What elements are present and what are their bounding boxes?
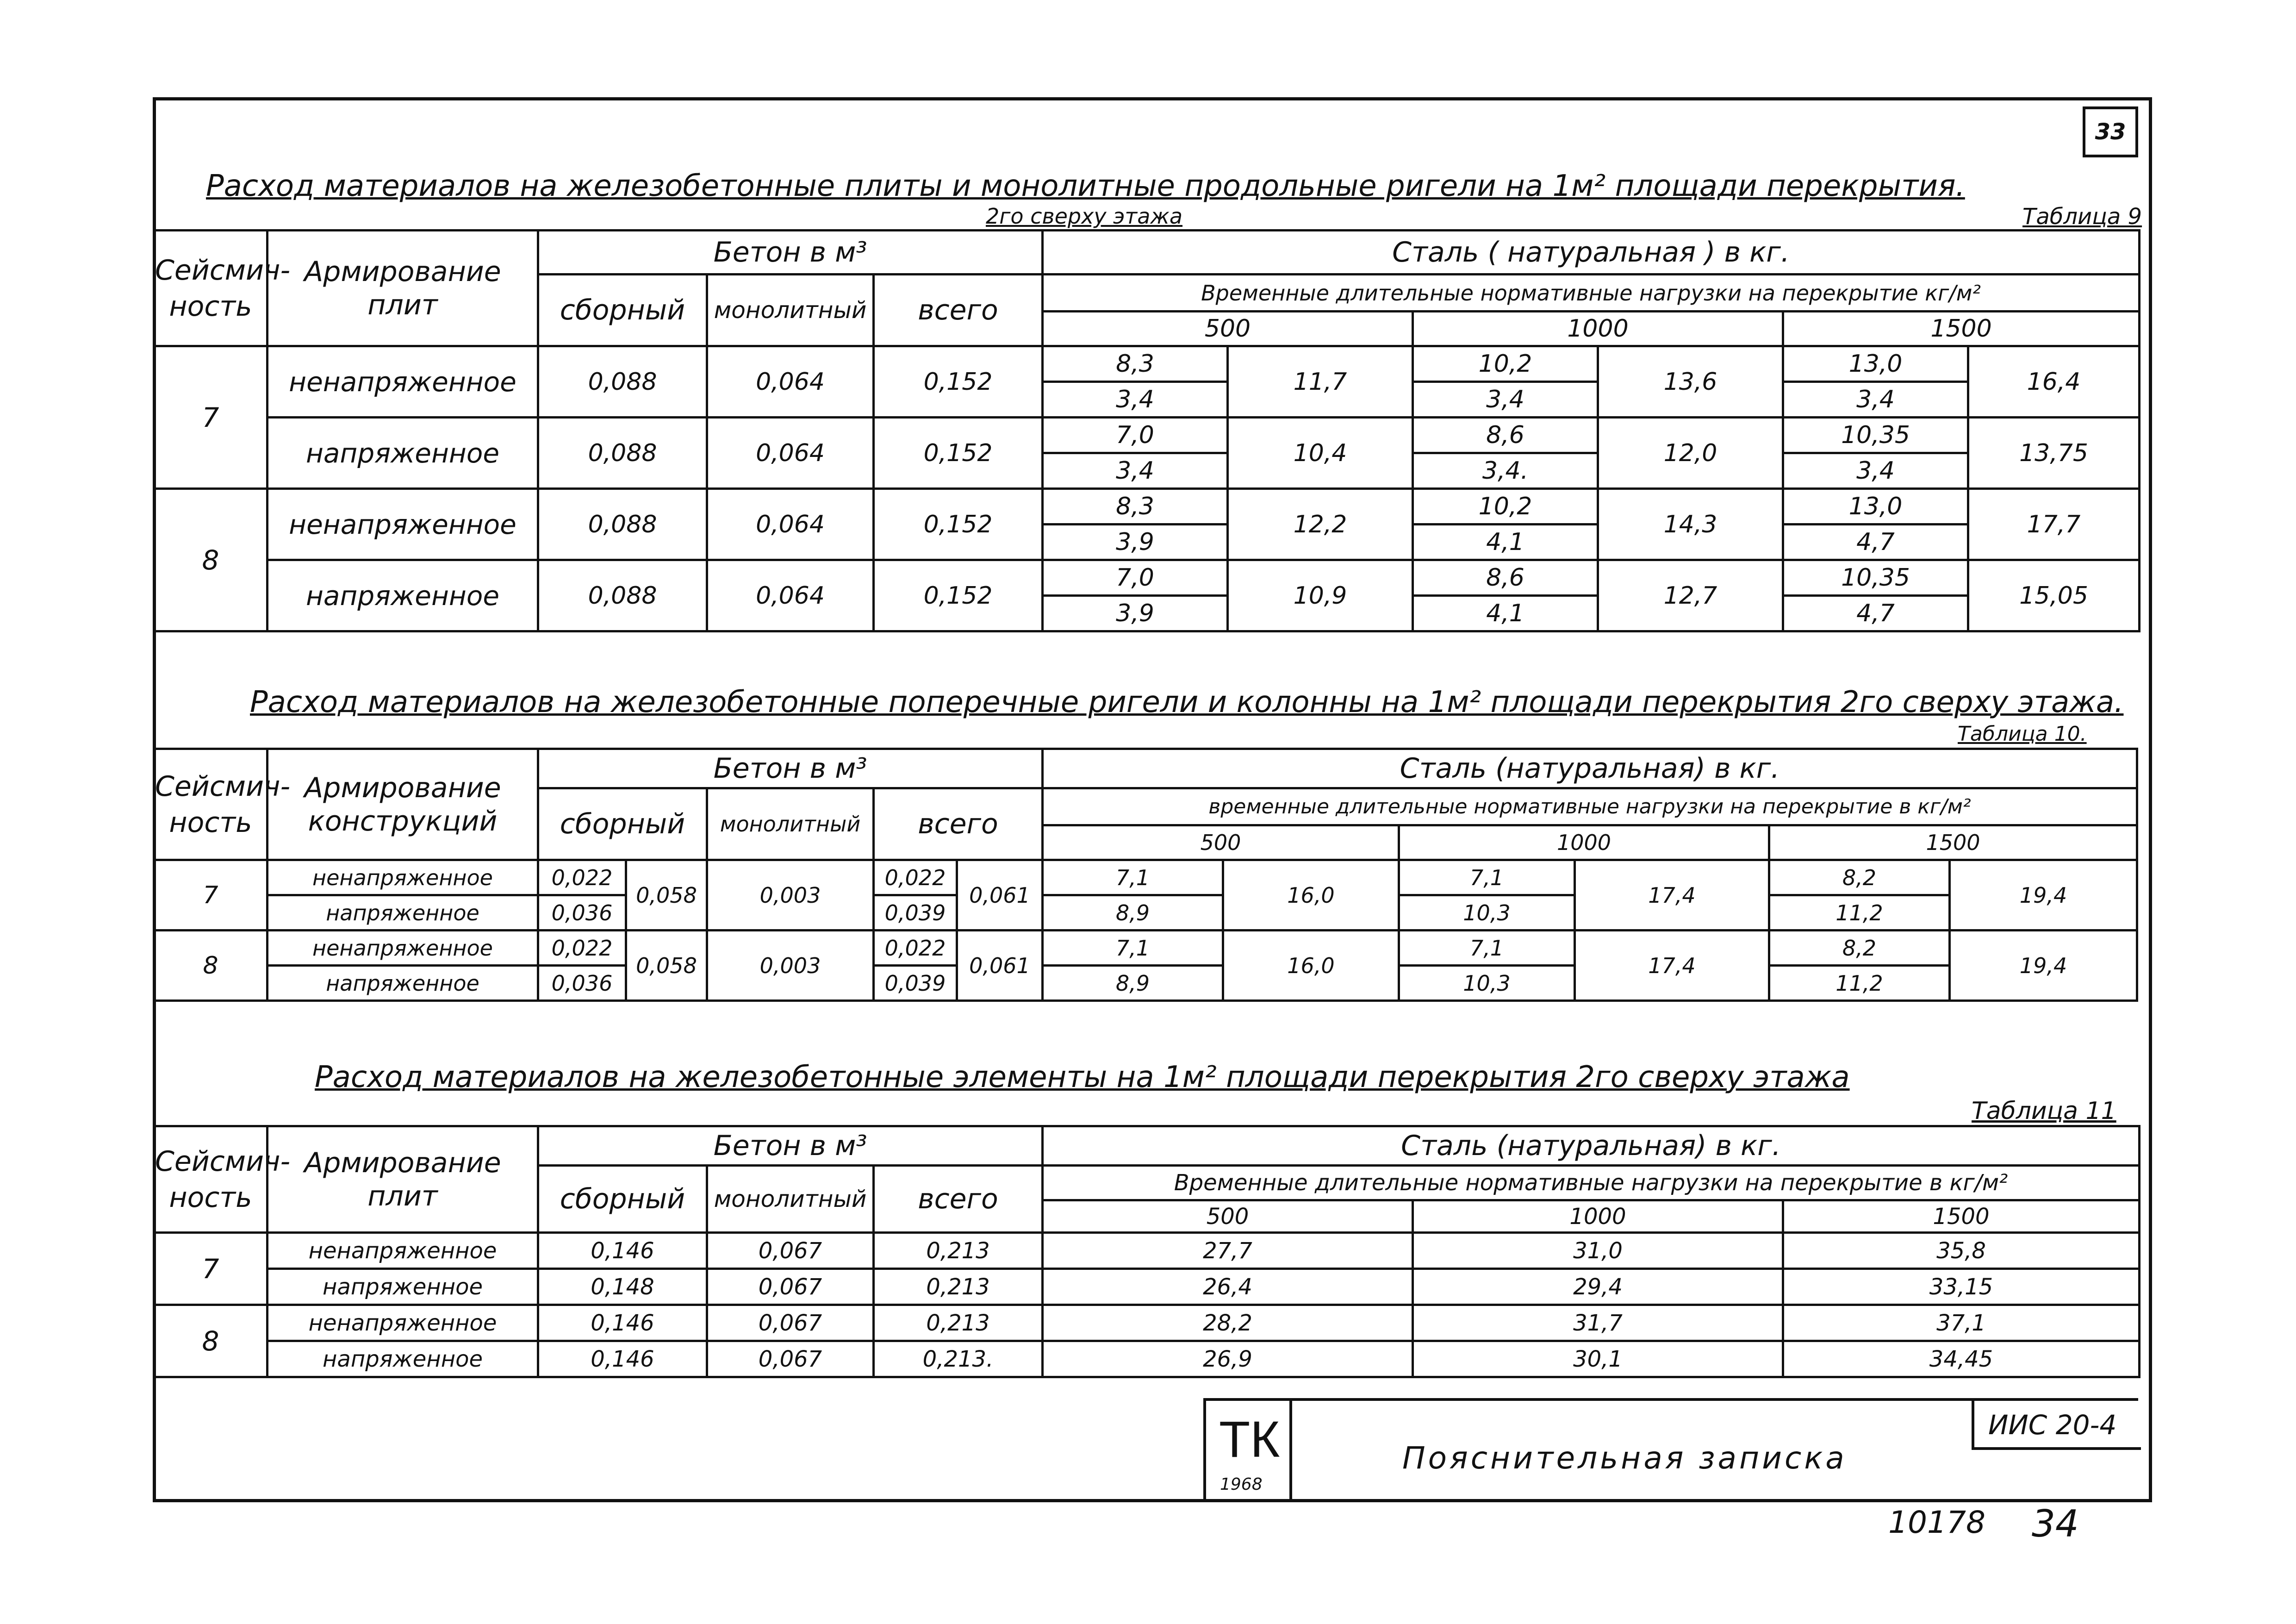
t10-s500: 16,0 — [1223, 860, 1399, 931]
t9-b1000: 4,1 — [1413, 525, 1598, 560]
t9-header-monolithic: монолитный — [707, 275, 874, 346]
t10-v1000: 10,3 — [1399, 966, 1575, 1001]
t11-s500: 26,4 — [1043, 1269, 1413, 1305]
t9-a1000: 8,6 — [1413, 418, 1598, 453]
t9-a1000: 8,6 — [1413, 560, 1598, 596]
t9-total: 0,152 — [874, 346, 1043, 418]
t9-b1000: 4,1 — [1413, 596, 1598, 631]
t9-s1000: 14,3 — [1598, 489, 1783, 560]
t9-s1500: 16,4 — [1968, 346, 2140, 418]
table10 — [153, 748, 2138, 1002]
table9-label: Таблица 9 — [2022, 204, 2142, 230]
t9-s1000: 12,7 — [1598, 560, 1783, 631]
t11-precast: 0,146 — [538, 1341, 707, 1377]
t10-total: 0,039 — [874, 895, 957, 931]
t10-precast: 0,036 — [538, 966, 626, 1001]
t11-header-steel: Сталь (натуральная) в кг. — [1043, 1126, 2140, 1166]
t10-v500: 8,9 — [1043, 895, 1223, 931]
t10-s1500: 19,4 — [1950, 860, 2137, 931]
t10-header-reinforcement: Армирование конструкций — [268, 749, 538, 860]
t10-seismic: 7 — [154, 860, 268, 931]
t9-s1000: 12,0 — [1598, 418, 1783, 489]
t11-s500: 27,7 — [1043, 1233, 1413, 1269]
t9-type: ненапряженное — [268, 489, 538, 560]
t9-a1000: 10,2 — [1413, 346, 1598, 382]
title-block-logo-cell — [1203, 1401, 1292, 1500]
t11-s500: 26,9 — [1043, 1341, 1413, 1377]
t11-header-1500: 1500 — [1783, 1200, 2140, 1233]
t11-header-500: 500 — [1043, 1200, 1413, 1233]
t9-header-precast: сборный — [538, 275, 707, 346]
t11-type: ненапряженное — [268, 1233, 538, 1269]
t11-header-1000: 1000 — [1413, 1200, 1783, 1233]
t9-mono: 0,064 — [707, 346, 874, 418]
t9-s500: 10,4 — [1228, 418, 1413, 489]
t9-header-500: 500 — [1043, 312, 1413, 346]
t11-header-total: всего — [874, 1166, 1043, 1233]
t10-type: напряженное — [268, 895, 538, 931]
t9-b1500: 3,4 — [1783, 382, 1968, 418]
t9-header-1500: 1500 — [1783, 312, 2140, 346]
t9-seismic: 7 — [154, 346, 268, 489]
t10-header-steel: Сталь (натуральная) в кг. — [1043, 749, 2137, 788]
t9-s500: 10,9 — [1228, 560, 1413, 631]
t11-type: напряженное — [268, 1269, 538, 1305]
t9-header-concrete: Бетон в м³ — [538, 231, 1043, 275]
t9-a1500: 13,0 — [1783, 489, 1968, 525]
t9-total: 0,152 — [874, 560, 1043, 631]
t10-mono: 0,003 — [707, 931, 874, 1001]
t10-v1500: 11,2 — [1769, 966, 1950, 1001]
t11-s1500: 37,1 — [1783, 1305, 2140, 1341]
t11-mono: 0,067 — [707, 1233, 874, 1269]
t11-s1000: 31,7 — [1413, 1305, 1783, 1341]
title-block — [1203, 1398, 2138, 1503]
t9-b1500: 4,7 — [1783, 596, 1968, 631]
t11-total: 0,213. — [874, 1341, 1043, 1377]
t9-type: напряженное — [268, 418, 538, 489]
t10-v1000: 10,3 — [1399, 895, 1575, 931]
t11-s500: 28,2 — [1043, 1305, 1413, 1341]
t9-total: 0,152 — [874, 489, 1043, 560]
t11-mono: 0,067 — [707, 1341, 874, 1377]
t10-header-loads: временные длительные нормативные нагрузки на перекрытие в кг/м² — [1043, 788, 2137, 825]
t9-s1500: 17,7 — [1968, 489, 2140, 560]
t9-b1500: 4,7 — [1783, 525, 1968, 560]
t11-type: напряженное — [268, 1341, 538, 1377]
table11 — [153, 1125, 2140, 1378]
t11-seismic: 8 — [154, 1305, 268, 1377]
t10-precast: 0,022 — [538, 931, 626, 966]
t10-type: ненапряженное — [268, 931, 538, 966]
t10-precast: 0,036 — [538, 895, 626, 931]
t10-v1500: 8,2 — [1769, 860, 1950, 895]
title-block-title: Пояснительная записка — [1402, 1440, 1847, 1476]
t9-precast: 0,088 — [538, 346, 707, 418]
t9-a500: 8,3 — [1043, 346, 1228, 382]
t10-header-seismic: Сейсмич- ность — [154, 749, 268, 860]
table9-caption: Расход материалов на железобетонные плиты и монолитные продольные ригели на 1м² площади перекрытия. — [206, 169, 1965, 203]
t10-v1500: 11,2 — [1769, 895, 1950, 931]
title-block-code: ИИС 20-4 — [1988, 1409, 2117, 1441]
t11-header-monolithic: монолитный — [707, 1166, 874, 1233]
t10-precast: 0,022 — [538, 860, 626, 895]
t10-mono: 0,003 — [707, 860, 874, 931]
t10-header-total: всего — [874, 788, 1043, 860]
t10-v1500: 8,2 — [1769, 931, 1950, 966]
t10-s1500: 19,4 — [1950, 931, 2137, 1001]
t11-header-reinforcement: Армирование плит — [268, 1126, 538, 1233]
t11-total: 0,213 — [874, 1269, 1043, 1305]
t10-header-1500: 1500 — [1769, 825, 2137, 860]
t9-a1000: 10,2 — [1413, 489, 1598, 525]
title-block-code-cell — [1972, 1401, 2141, 1450]
table9-subcaption: 2го сверху этажа — [986, 204, 1183, 229]
t11-header-precast: сборный — [538, 1166, 707, 1233]
t9-header-reinforcement: Армирование плит — [268, 231, 538, 346]
t11-header-concrete: Бетон в м³ — [538, 1126, 1043, 1166]
t9-a1500: 13,0 — [1783, 346, 1968, 382]
t10-type: ненапряженное — [268, 860, 538, 895]
t10-total-sum: 0,061 — [957, 931, 1043, 1001]
t11-s1000: 30,1 — [1413, 1341, 1783, 1377]
t11-precast: 0,146 — [538, 1233, 707, 1269]
t11-mono: 0,067 — [707, 1305, 874, 1341]
t9-precast: 0,088 — [538, 489, 707, 560]
t11-precast: 0,148 — [538, 1269, 707, 1305]
t11-s1000: 31,0 — [1413, 1233, 1783, 1269]
t11-total: 0,213 — [874, 1305, 1043, 1341]
t9-seismic: 8 — [154, 489, 268, 631]
table11-caption: Расход материалов на железобетонные элементы на 1м² площади перекрытия 2го сверху этажа — [315, 1060, 1850, 1094]
t10-v1000: 7,1 — [1399, 860, 1575, 895]
t9-a500: 7,0 — [1043, 418, 1228, 453]
t10-v500: 7,1 — [1043, 860, 1223, 895]
t10-header-1000: 1000 — [1399, 825, 1769, 860]
t10-seismic: 8 — [154, 931, 268, 1001]
t11-seismic: 7 — [154, 1233, 268, 1305]
tk-logo: ТК — [1219, 1411, 1280, 1468]
t9-b500: 3,9 — [1043, 525, 1228, 560]
t9-header-1000: 1000 — [1413, 312, 1783, 346]
t10-v500: 7,1 — [1043, 931, 1223, 966]
t10-header-precast: сборный — [538, 788, 707, 860]
t9-total: 0,152 — [874, 418, 1043, 489]
t11-total: 0,213 — [874, 1233, 1043, 1269]
t10-total: 0,022 — [874, 860, 957, 895]
t9-s1500: 13,75 — [1968, 418, 2140, 489]
t10-header-monolithic: монолитный — [707, 788, 874, 860]
t9-header-loads: Временные длительные нормативные нагрузки на перекрытие кг/м² — [1043, 275, 2140, 312]
t9-a1500: 10,35 — [1783, 560, 1968, 596]
t9-precast: 0,088 — [538, 418, 707, 489]
t9-s500: 11,7 — [1228, 346, 1413, 418]
t9-b1000: 3,4. — [1413, 453, 1598, 489]
t9-s500: 12,2 — [1228, 489, 1413, 560]
sheet-number: 33 — [2083, 106, 2138, 157]
t9-mono: 0,064 — [707, 418, 874, 489]
t9-header-steel: Сталь ( натуральная ) в кг. — [1043, 231, 2140, 275]
t10-total: 0,039 — [874, 966, 957, 1001]
archive-number: 10178 — [1888, 1505, 1985, 1540]
t9-type: напряженное — [268, 560, 538, 631]
table10-caption: Расход материалов на железобетонные поперечные ригели и колонны на 1м² площади перекрытия 2го сверху этажа. — [250, 685, 2124, 719]
t9-precast: 0,088 — [538, 560, 707, 631]
t9-s1500: 15,05 — [1968, 560, 2140, 631]
t9-b500: 3,4 — [1043, 453, 1228, 489]
t9-type: ненапряженное — [268, 346, 538, 418]
page-number: 34 — [2032, 1502, 2079, 1545]
t9-s1000: 13,6 — [1598, 346, 1783, 418]
t10-precast-sum: 0,058 — [626, 860, 707, 931]
t10-header-concrete: Бетон в м³ — [538, 749, 1043, 788]
t11-s1500: 34,45 — [1783, 1341, 2140, 1377]
t10-total-sum: 0,061 — [957, 860, 1043, 931]
t11-mono: 0,067 — [707, 1269, 874, 1305]
t11-type: ненапряженное — [268, 1305, 538, 1341]
table10-label: Таблица 10. — [1958, 722, 2087, 746]
t11-s1500: 33,15 — [1783, 1269, 2140, 1305]
t9-b1000: 3,4 — [1413, 382, 1598, 418]
title-block-year: 1968 — [1220, 1475, 1263, 1494]
t11-precast: 0,146 — [538, 1305, 707, 1341]
t9-mono: 0,064 — [707, 560, 874, 631]
t9-b500: 3,4 — [1043, 382, 1228, 418]
t11-header-seismic: Сейсмич- ность — [154, 1126, 268, 1233]
t11-s1000: 29,4 — [1413, 1269, 1783, 1305]
t9-b1500: 3,4 — [1783, 453, 1968, 489]
table11-label: Таблица 11 — [1972, 1097, 2116, 1125]
t9-mono: 0,064 — [707, 489, 874, 560]
t10-header-500: 500 — [1043, 825, 1399, 860]
t9-a500: 7,0 — [1043, 560, 1228, 596]
t10-v1000: 7,1 — [1399, 931, 1575, 966]
t10-s500: 16,0 — [1223, 931, 1399, 1001]
t10-v500: 8,9 — [1043, 966, 1223, 1001]
t9-a1500: 10,35 — [1783, 418, 1968, 453]
t9-a500: 8,3 — [1043, 489, 1228, 525]
t10-s1000: 17,4 — [1575, 860, 1769, 931]
t9-header-seismic: Сейсмич- ность — [154, 231, 268, 346]
t10-s1000: 17,4 — [1575, 931, 1769, 1001]
t10-total: 0,022 — [874, 931, 957, 966]
t10-type: напряженное — [268, 966, 538, 1001]
t11-header-loads: Временные длительные нормативные нагрузки на перекрытие в кг/м² — [1043, 1166, 2140, 1200]
t11-s1500: 35,8 — [1783, 1233, 2140, 1269]
table9 — [153, 229, 2140, 632]
t10-precast-sum: 0,058 — [626, 931, 707, 1001]
t9-header-total: всего — [874, 275, 1043, 346]
t9-b500: 3,9 — [1043, 596, 1228, 631]
